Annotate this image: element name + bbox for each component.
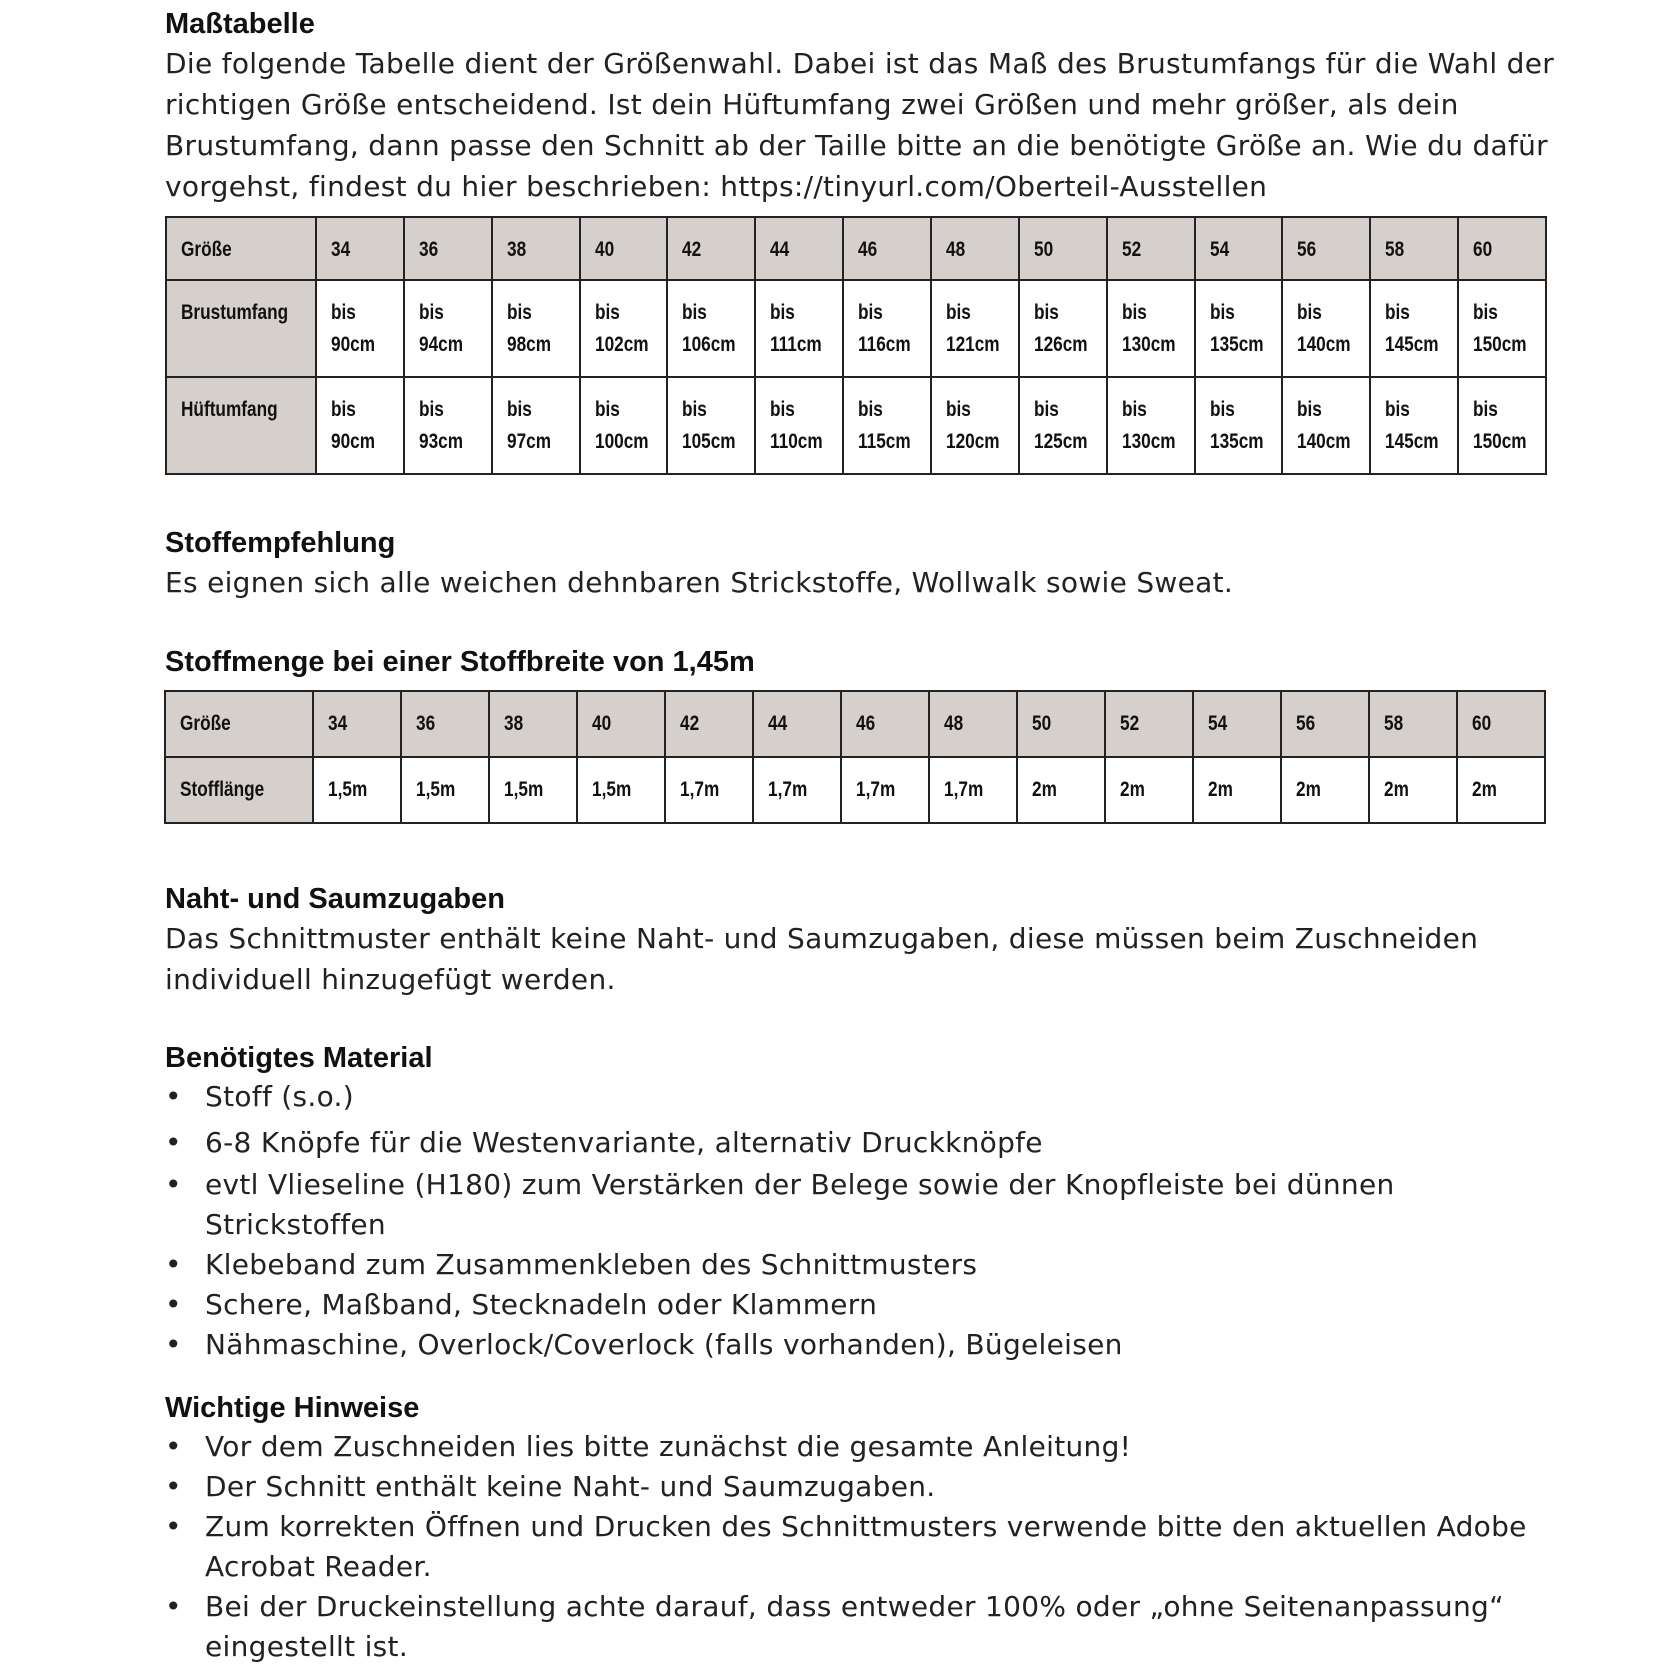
size-cell: 54 — [1193, 691, 1281, 757]
fabric-table — [164, 690, 1546, 824]
size-cell: 52 — [1107, 217, 1195, 280]
size-cell: 60 — [1458, 217, 1546, 280]
measure-cell: bis 111cm — [755, 280, 843, 377]
measure-cell: bis 130cm — [1107, 377, 1195, 474]
stoffmenge-heading: Stoffmenge bei einer Stoffbreite von 1,45m — [165, 646, 755, 678]
size-cell: 50 — [1017, 691, 1105, 757]
size-cell: 36 — [401, 691, 489, 757]
measure-cell: bis 140cm — [1282, 280, 1370, 377]
list-item: • Klebeband zum Zusammenkleben des Schnittmusters — [165, 1248, 978, 1281]
hueftumfang-label: Hüftumfang — [166, 377, 316, 474]
hueftumfang-row — [166, 377, 1546, 474]
list-item: • Stoff (s.o.) — [165, 1080, 354, 1113]
stofflaenge-label: Stofflänge — [165, 757, 313, 823]
length-cell: 2m — [1281, 757, 1369, 823]
size-cell: 58 — [1370, 217, 1458, 280]
length-cell: 2m — [1105, 757, 1193, 823]
zugaben-heading: Naht- und Saumzugaben — [165, 883, 505, 915]
size-cell: 46 — [843, 217, 931, 280]
list-item: • Vor dem Zuschneiden lies bitte zunächst die gesamte Anleitung! — [165, 1430, 1132, 1463]
fabric-table-header-row — [165, 691, 1545, 757]
stoffempfehlung-section — [165, 524, 1555, 603]
measure-cell: bis 140cm — [1282, 377, 1370, 474]
measure-cell: bis 93cm — [404, 377, 492, 474]
material-list — [165, 1077, 1555, 1365]
length-cell: 2m — [1369, 757, 1457, 823]
measure-cell: bis 116cm — [843, 280, 931, 377]
masstabelle-text: Die folgende Tabelle dient der Größenwahl. Dabei ist das Maß des Brustumfangs für die Wahl der richtigen Größe entscheidend. Ist dein Hüftumfang zwei Größen und mehr größer, als dein Brustumfang, dann passe den Schnitt ab der Taille bitte an die benötigte Größe an. Wie du dafür vorgehst, findest du hier beschrieben: https://tinyurl.com/Oberteil-Ausstellen — [165, 47, 1555, 203]
size-cell: 42 — [667, 217, 755, 280]
size-cell: 38 — [489, 691, 577, 757]
length-cell: 2m — [1017, 757, 1105, 823]
measure-cell: bis 145cm — [1370, 377, 1458, 474]
length-cell: 1,7m — [841, 757, 929, 823]
measure-cell: bis 121cm — [931, 280, 1019, 377]
hinweise-heading: Wichtige Hinweise — [165, 1392, 420, 1424]
size-cell: 46 — [841, 691, 929, 757]
size-table-header-row — [166, 217, 1546, 280]
list-item: • Der Schnitt enthält keine Naht- und Saumzugaben. — [165, 1470, 936, 1503]
length-cell: 1,7m — [665, 757, 753, 823]
size-cell: 44 — [755, 217, 843, 280]
material-section — [165, 1039, 1555, 1365]
size-cell: 58 — [1369, 691, 1457, 757]
masstabelle-section — [165, 5, 1555, 207]
measure-cell: bis 90cm — [316, 280, 404, 377]
size-cell: 56 — [1282, 217, 1370, 280]
stoffempfehlung-text: Es eignen sich alle weichen dehnbaren Strickstoffe, Wollwalk sowie Sweat. — [165, 566, 1234, 599]
measure-cell: bis 90cm — [316, 377, 404, 474]
measure-cell: bis 135cm — [1195, 280, 1283, 377]
measure-cell: bis 150cm — [1458, 377, 1546, 474]
measure-cell: bis 125cm — [1019, 377, 1107, 474]
measure-cell: bis 145cm — [1370, 280, 1458, 377]
size-cell: 54 — [1195, 217, 1283, 280]
size-cell: 60 — [1457, 691, 1545, 757]
measure-cell: bis 110cm — [755, 377, 843, 474]
zugaben-text: Das Schnittmuster enthält keine Naht- und Saumzugaben, diese müssen beim Zuschneiden individuell hinzugefügt werden. — [165, 922, 1479, 996]
measure-cell: bis 105cm — [667, 377, 755, 474]
size-cell: 40 — [577, 691, 665, 757]
size-cell: 40 — [580, 217, 668, 280]
size-cell: 38 — [492, 217, 580, 280]
stofflaenge-row — [165, 757, 1545, 823]
size-cell: 42 — [665, 691, 753, 757]
size-cell: 56 — [1281, 691, 1369, 757]
list-item: • Bei der Druckeinstellung achte darauf, dass entweder 100% oder „ohne Seitenanpassung“ eingestellt ist. — [165, 1590, 1504, 1663]
length-cell: 1,5m — [401, 757, 489, 823]
material-heading: Benötigtes Material — [165, 1042, 433, 1074]
measure-cell: bis 106cm — [667, 280, 755, 377]
size-cell: 50 — [1019, 217, 1107, 280]
length-cell: 2m — [1457, 757, 1545, 823]
brustumfang-label: Brustumfang — [166, 280, 316, 377]
size-cell: 36 — [404, 217, 492, 280]
fabric-table-header-label: Größe — [165, 691, 313, 757]
length-cell: 1,5m — [489, 757, 577, 823]
size-cell: 48 — [931, 217, 1019, 280]
measure-cell: bis 115cm — [843, 377, 931, 474]
measure-cell: bis 135cm — [1195, 377, 1283, 474]
measure-cell: bis 126cm — [1019, 280, 1107, 377]
size-table-header-label: Größe — [166, 217, 316, 280]
measure-cell: bis 94cm — [404, 280, 492, 377]
length-cell: 1,5m — [577, 757, 665, 823]
list-item: • evtl Vlieseline (H180) zum Verstärken der Belege sowie der Knopfleiste bei dünnen Strickstoffen — [165, 1168, 1395, 1241]
length-cell: 1,7m — [929, 757, 1017, 823]
size-cell: 44 — [753, 691, 841, 757]
measure-cell: bis 97cm — [492, 377, 580, 474]
measure-cell: bis 102cm — [580, 280, 668, 377]
stoffmenge-section — [165, 643, 1555, 681]
measure-cell: bis 98cm — [492, 280, 580, 377]
hinweise-list — [165, 1427, 1555, 1667]
size-cell: 34 — [313, 691, 401, 757]
measure-cell: bis 130cm — [1107, 280, 1195, 377]
list-item: • Nähmaschine, Overlock/Coverlock (falls vorhanden), Bügeleisen — [165, 1328, 1123, 1361]
size-table — [165, 216, 1547, 475]
measure-cell: bis 150cm — [1458, 280, 1546, 377]
size-cell: 48 — [929, 691, 1017, 757]
length-cell: 2m — [1193, 757, 1281, 823]
hinweise-section — [165, 1389, 1555, 1667]
list-item: • Schere, Maßband, Stecknadeln oder Klammern — [165, 1288, 878, 1321]
zugaben-section — [165, 880, 1555, 1000]
measure-cell: bis 120cm — [931, 377, 1019, 474]
list-item: • 6-8 Knöpfe für die Westenvariante, alternativ Druckknöpfe — [165, 1126, 1043, 1159]
brustumfang-row — [166, 280, 1546, 377]
measure-cell: bis 100cm — [580, 377, 668, 474]
list-item: • Zum korrekten Öffnen und Drucken des Schnittmusters verwende bitte den aktuellen Adobe Acrobat Reader. — [165, 1510, 1527, 1583]
size-cell: 34 — [316, 217, 404, 280]
size-cell: 52 — [1105, 691, 1193, 757]
length-cell: 1,5m — [313, 757, 401, 823]
masstabelle-heading: Maßtabelle — [165, 8, 315, 40]
length-cell: 1,7m — [753, 757, 841, 823]
stoffempfehlung-heading: Stoffempfehlung — [165, 527, 396, 559]
